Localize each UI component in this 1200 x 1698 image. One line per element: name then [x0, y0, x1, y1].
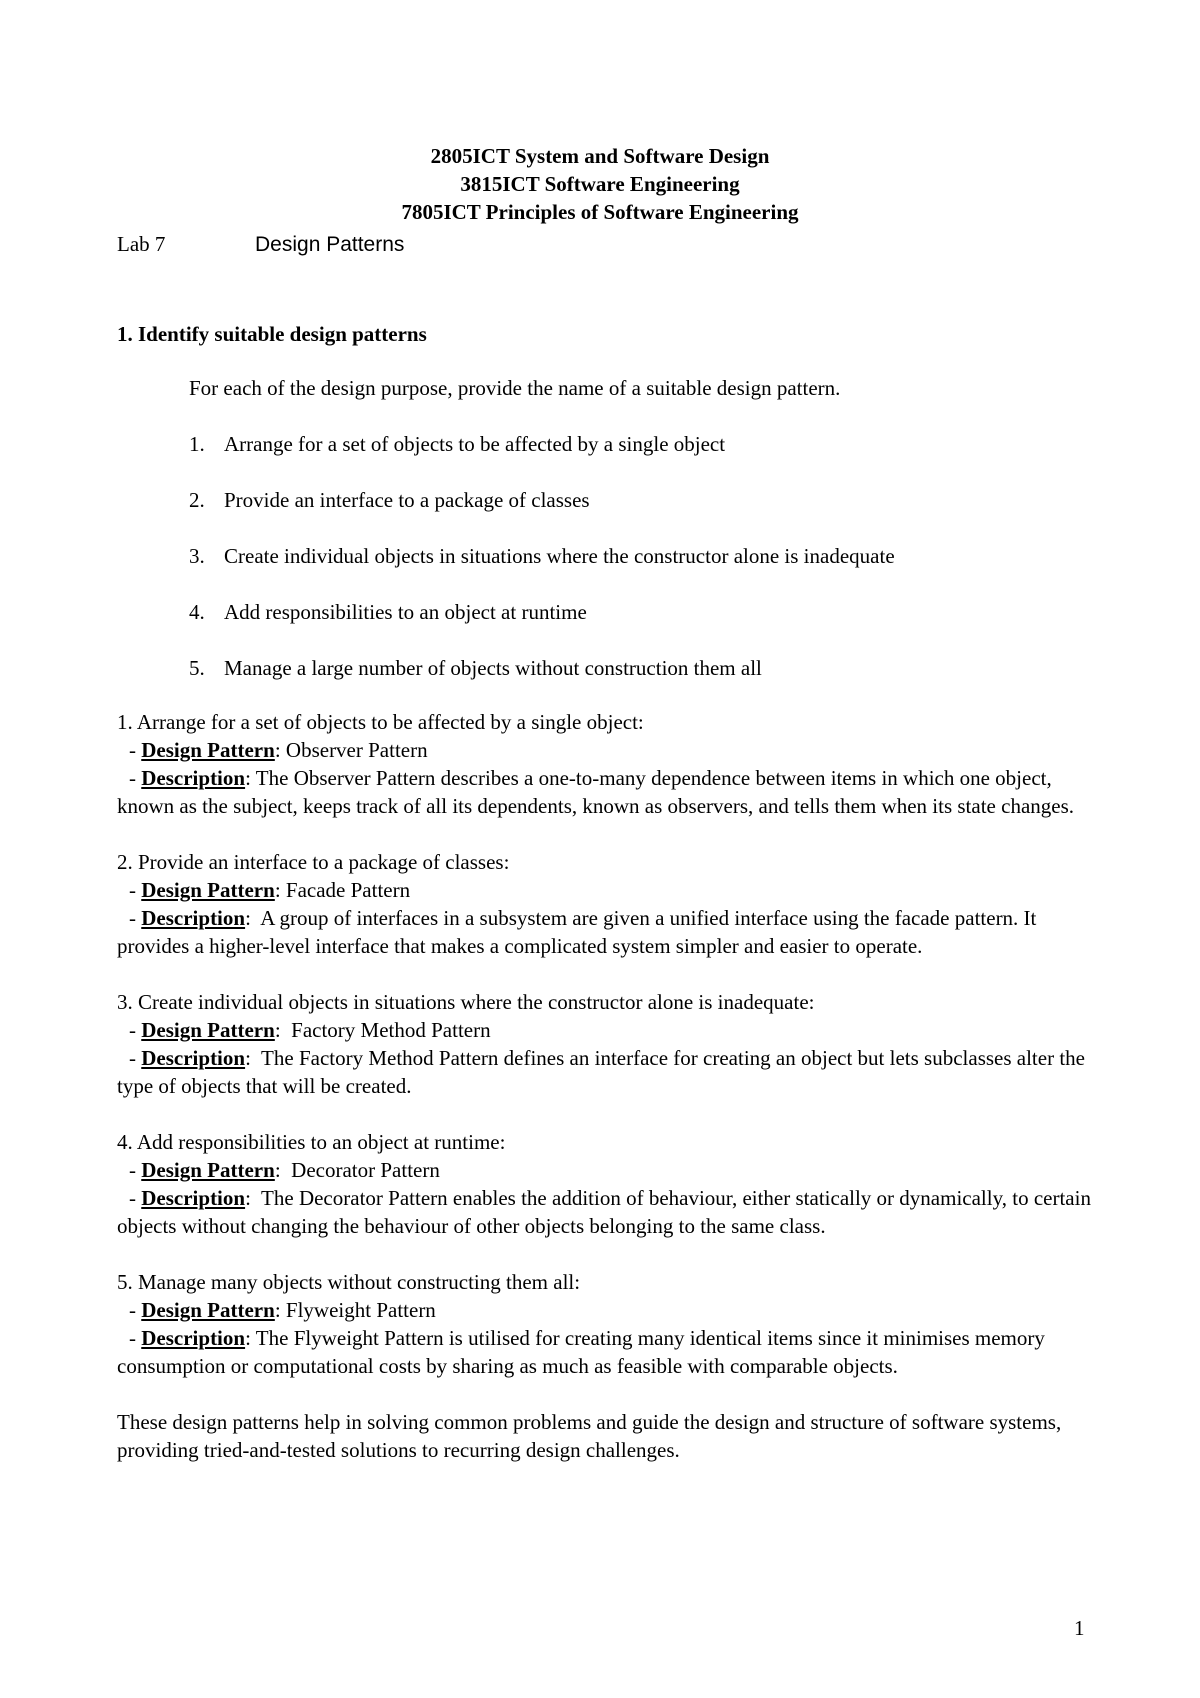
pattern-name: Factory Method Pattern — [291, 1018, 491, 1042]
answer-description-line: - Description: A group of interfaces in a subsystem are given a unified interface using the facade pattern. It provides a higher-level interface that makes a complicated system simpler and easier to operate. — [117, 906, 1037, 958]
description-text: The Observer Pattern describes a one-to-many dependence between items in which one object, known as the subject, keeps track of all its dependents, known as observers, and tells them when its state changes. — [117, 766, 1075, 818]
answer-title: 1. Arrange for a set of objects to be affected by a single object: — [117, 710, 644, 734]
purpose-list — [189, 430, 895, 710]
pattern-name: Decorator Pattern — [291, 1158, 440, 1182]
answer-block — [117, 1268, 1097, 1380]
pattern-label: Design Pattern — [141, 1298, 275, 1322]
answer-block — [117, 988, 1097, 1100]
answer-block — [117, 708, 1097, 820]
course-title-1: 2805ICT System and Software Design — [430, 144, 770, 168]
description-text: The Factory Method Pattern defines an interface for creating an object but lets subclasses alter the type of objects that will be created. — [117, 1046, 1085, 1098]
purpose-text: Manage a large number of objects without construction them all — [224, 656, 762, 680]
pattern-name: Facade Pattern — [285, 878, 411, 902]
answer-pattern-line: - Design Pattern: Factory Method Pattern — [129, 1018, 491, 1042]
purpose-text: Provide an interface to a package of classes — [224, 488, 590, 512]
purpose-text: Create individual objects in situations where the constructor alone is inadequate — [224, 544, 895, 568]
answers-section — [117, 708, 1097, 1464]
purpose-item — [189, 654, 895, 710]
answer-title: 4. Add responsibilities to an object at runtime: — [117, 1130, 506, 1154]
description-label: Description — [141, 1046, 246, 1070]
pattern-name: Observer Pattern — [285, 738, 428, 762]
purpose-number: 3. — [189, 544, 205, 568]
description-label: Description — [141, 766, 246, 790]
page-number: 1 — [1074, 1616, 1085, 1640]
course-title-2: 3815ICT Software Engineering — [460, 172, 740, 196]
description-text: The Decorator Pattern enables the addition of behaviour, either statically or dynamically, to certain objects without changing the behaviour of other objects belonging to the same class. — [117, 1186, 1091, 1238]
purpose-number: 5. — [189, 656, 205, 680]
purpose-item — [189, 486, 895, 542]
pattern-label: Design Pattern — [141, 738, 275, 762]
course-title-3: 7805ICT Principles of Software Engineering — [401, 200, 799, 224]
course-header — [0, 142, 1200, 226]
pattern-label: Design Pattern — [141, 1158, 275, 1182]
description-label: Description — [141, 906, 246, 930]
purpose-item — [189, 598, 895, 654]
purpose-item — [189, 430, 895, 486]
answer-block — [117, 1128, 1097, 1240]
answer-pattern-line: - Design Pattern: Decorator Pattern — [129, 1158, 440, 1182]
answer-block — [117, 848, 1097, 960]
answer-title: 5. Manage many objects without constructing them all: — [117, 1270, 581, 1294]
description-text: The Flyweight Pattern is utilised for creating many identical items since it minimises memory consumption or computational costs by sharing as much as feasible with comparable objects. — [117, 1326, 1045, 1378]
purpose-text: Arrange for a set of objects to be affected by a single object — [224, 432, 726, 456]
description-label: Description — [141, 1326, 246, 1350]
lab-line — [117, 230, 404, 259]
purpose-number: 2. — [189, 488, 205, 512]
description-text: A group of interfaces in a subsystem are given a unified interface using the facade pattern. It provides a higher-level interface that makes a complicated system simpler and easier to operate. — [117, 906, 1037, 958]
answer-description-line: - Description: The Observer Pattern describes a one-to-many dependence between items in which one object, known as the subject, keeps track of all its dependents, known as observers, and tells them when its state changes. — [117, 766, 1075, 818]
purpose-item — [189, 542, 895, 598]
description-label: Description — [141, 1186, 246, 1210]
answer-title: 3. Create individual objects in situations where the constructor alone is inadequate: — [117, 990, 815, 1014]
answer-description-line: - Description: The Decorator Pattern enables the addition of behaviour, either statically or dynamically, to certain objects without changing the behaviour of other objects belonging to the same class. — [117, 1186, 1091, 1238]
section-heading: 1. Identify suitable design patterns — [117, 322, 427, 346]
section-intro: For each of the design purpose, provide the name of a suitable design pattern. — [189, 376, 841, 400]
conclusion-paragraph: These design patterns help in solving common problems and guide the design and structure of software systems, providing tried-and-tested solutions to recurring design challenges. — [117, 1410, 1062, 1462]
purpose-text: Add responsibilities to an object at runtime — [224, 600, 587, 624]
lab-title: Design Patterns — [255, 233, 405, 256]
purpose-number: 4. — [189, 600, 205, 624]
answer-title: 2. Provide an interface to a package of classes: — [117, 850, 510, 874]
answer-description-line: - Description: The Flyweight Pattern is utilised for creating many identical items since it minimises memory consumption or computational costs by sharing as much as feasible with comparable objects. — [117, 1326, 1045, 1378]
answer-pattern-line: - Design Pattern: Observer Pattern — [129, 738, 428, 762]
pattern-label: Design Pattern — [141, 1018, 275, 1042]
answer-description-line: - Description: The Factory Method Pattern defines an interface for creating an object but lets subclasses alter the type of objects that will be created. — [117, 1046, 1085, 1098]
pattern-name: Flyweight Pattern — [285, 1298, 436, 1322]
pattern-label: Design Pattern — [141, 878, 275, 902]
answer-pattern-line: - Design Pattern: Flyweight Pattern — [129, 1298, 436, 1322]
answer-pattern-line: - Design Pattern: Facade Pattern — [129, 878, 411, 902]
lab-number: Lab 7 — [117, 232, 166, 256]
purpose-number: 1. — [189, 432, 205, 456]
